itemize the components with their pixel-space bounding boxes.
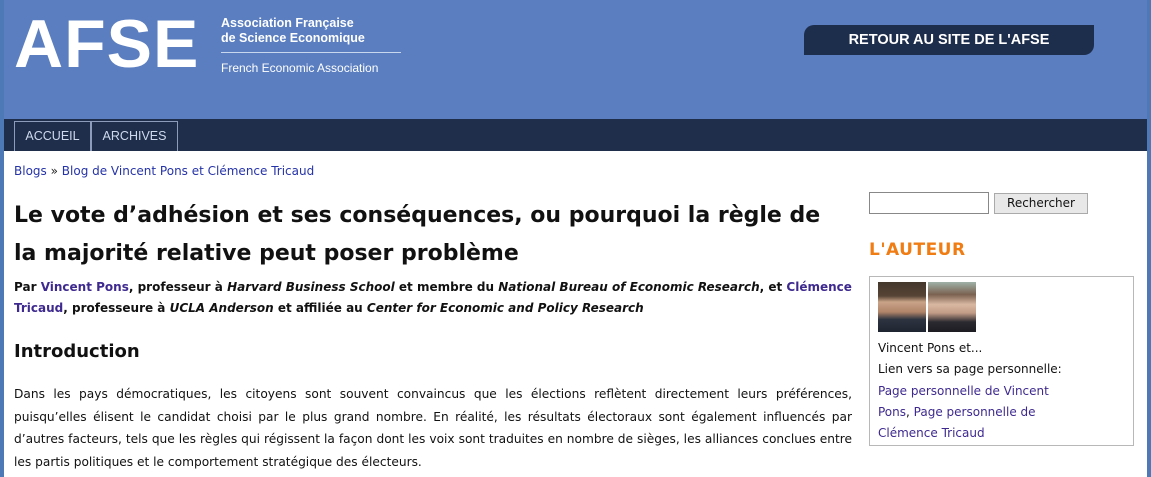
- search-button[interactable]: Rechercher: [994, 193, 1088, 214]
- logo-line-3: French Economic Association: [221, 61, 379, 75]
- byline-text-3: , et: [759, 280, 783, 294]
- auteur-link-separator: ,: [906, 405, 910, 419]
- institution-harvard: Harvard Business School: [227, 280, 395, 294]
- institution-nber: National Bureau of Economic Research: [498, 280, 760, 294]
- auteur-links: [878, 381, 1068, 444]
- auteur-name[interactable]: Vincent Pons et...: [878, 341, 983, 355]
- logo-divider: [221, 52, 401, 53]
- personal-page-link-clemence[interactable]: Page personnelle de Clémence Tricaud: [878, 405, 1036, 440]
- site-header: [4, 0, 1147, 119]
- retour-site-button[interactable]: RETOUR AU SITE DE L'AFSE: [804, 25, 1094, 55]
- nav-item-archives[interactable]: ARCHIVES: [91, 121, 178, 151]
- institution-cepr: Center for Economic and Policy Research: [366, 301, 644, 315]
- byline-text-4: , professeure à: [63, 301, 166, 315]
- afse-logo[interactable]: AFSE: [14, 6, 200, 82]
- breadcrumb-blogs-link[interactable]: Blogs: [14, 164, 47, 178]
- article-title: Le vote d’adhésion et ses conséquences, ou pourquoi la règle de la majorité relative peut poser problème: [14, 203, 821, 266]
- author-link-vincent-pons[interactable]: Vincent Pons: [40, 280, 129, 294]
- author-photo-clemence-tricaud: [928, 282, 976, 332]
- main-content: [4, 151, 1147, 477]
- byline-text-1: , professeur à: [128, 280, 223, 294]
- institution-ucla: UCLA Anderson: [169, 301, 274, 315]
- logo-line-2: de Science Economique: [221, 31, 365, 45]
- breadcrumb: [14, 164, 314, 178]
- byline-text-2: et membre du: [398, 280, 495, 294]
- breadcrumb-separator: »: [50, 164, 58, 178]
- author-photo-vincent-pons: [878, 282, 926, 332]
- article-byline: [14, 277, 852, 319]
- section-title-introduction: Introduction: [14, 341, 140, 362]
- byline-text-5: et affiliée au: [277, 301, 363, 315]
- auteur-heading: L'AUTEUR: [869, 240, 966, 260]
- search-input[interactable]: [869, 192, 989, 214]
- byline-par: Par: [14, 280, 37, 294]
- author-link-clemence-tricaud[interactable]: Clémence Tricaud: [14, 280, 852, 315]
- main-nav: [4, 119, 1147, 151]
- logo-line-1: Association Française: [221, 16, 354, 30]
- personal-page-link-vincent[interactable]: Page personnelle de Vincent Pons: [878, 384, 1049, 419]
- auteur-box: [869, 276, 1134, 446]
- article-paragraph: Dans les pays démocratiques, les citoyens sont souvent convaincus que les élections reflètent directement leurs préférences, puisqu’elles élisent le candidat choisi par le plus grand nombre. En réalité, les résultats électoraux sont également influencés par d’autres facteurs, tels que les règles qui régissent la façon dont les voix sont traduites en nombre de sièges, les alliances conclues entre les partis politiques et le comportement stratégique des électeurs.: [14, 387, 852, 469]
- nav-item-accueil[interactable]: ACCUEIL: [14, 121, 91, 151]
- breadcrumb-blog-link[interactable]: Blog de Vincent Pons et Clémence Tricaud: [61, 164, 315, 178]
- auteur-lien-label: Lien vers sa page personnelle:: [878, 362, 1062, 376]
